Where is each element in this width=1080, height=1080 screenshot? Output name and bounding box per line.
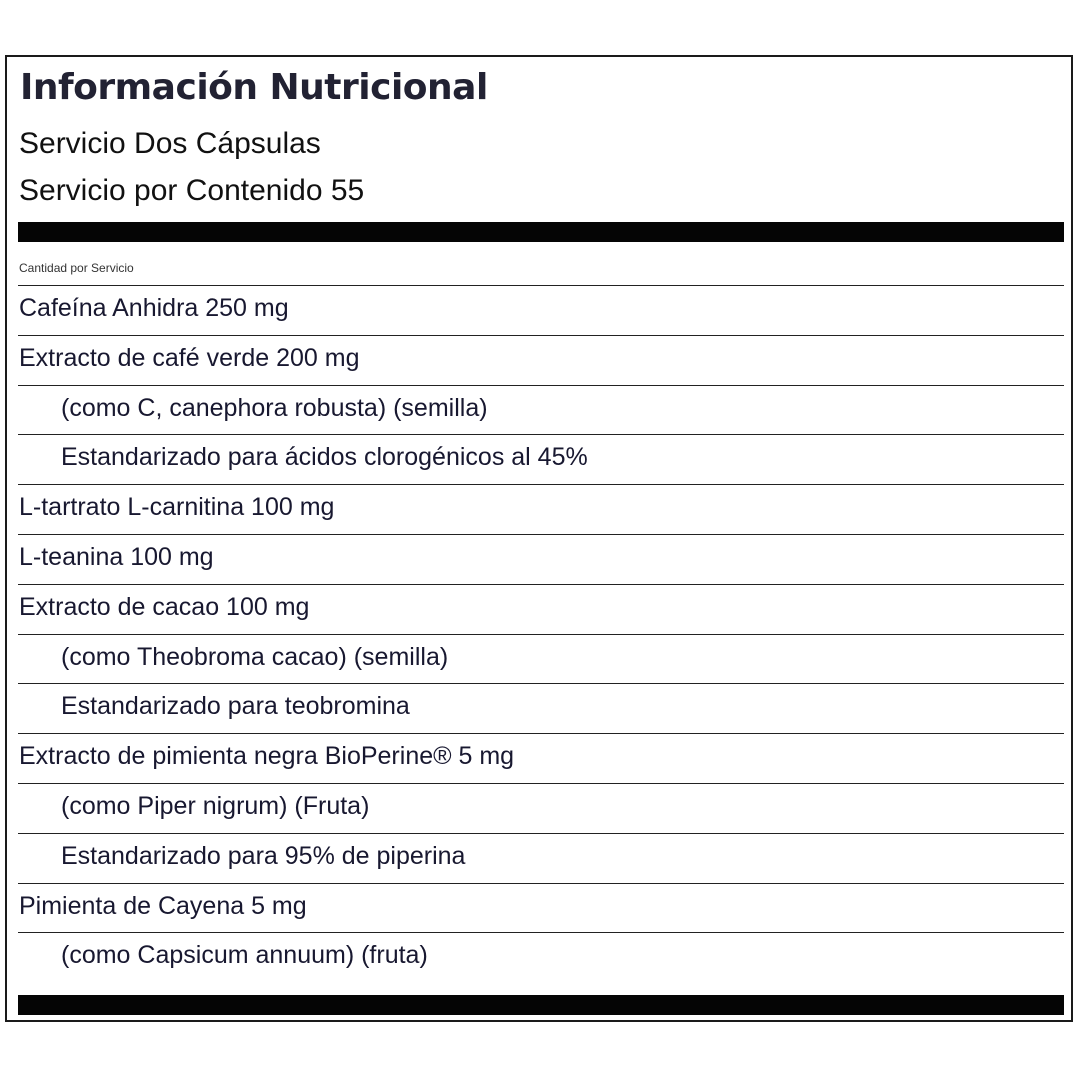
ingredient-name: L-teanina 100 mg — [19, 542, 214, 571]
ingredient-row — [18, 484, 1064, 534]
ingredient-name: L-tartrato L-carnitina 100 mg — [19, 493, 335, 522]
ingredient-detail: (como C, canephora robusta) (semilla) — [61, 393, 488, 422]
serving-size: Servicio Dos Cápsulas — [19, 127, 321, 160]
ingredient-name: Extracto de pimienta negra BioPerine® 5 mg — [19, 742, 515, 771]
nutrition-facts-panel — [5, 55, 1073, 1022]
bottom-divider-bar — [18, 995, 1064, 1015]
ingredient-row — [18, 833, 1064, 883]
ingredient-row — [18, 434, 1064, 484]
top-divider-bar — [18, 222, 1064, 242]
ingredient-row — [18, 932, 1064, 982]
label-title: Información Nutricional — [20, 67, 488, 108]
ingredient-row — [18, 733, 1064, 783]
ingredient-detail: Estandarizado para teobromina — [61, 692, 410, 721]
ingredient-row — [18, 385, 1064, 435]
ingredient-detail: (como Capsicum annuum) (fruta) — [61, 941, 428, 970]
ingredient-row — [18, 883, 1064, 933]
ingredient-row — [18, 534, 1064, 584]
ingredient-name: Cafeína Anhidra 250 mg — [19, 294, 289, 322]
ingredient-detail: Estandarizado para 95% de piperina — [61, 841, 466, 870]
ingredient-name: Pimienta de Cayena 5 mg — [19, 891, 307, 920]
ingredient-detail: (como Theobroma cacao) (semilla) — [61, 642, 449, 671]
ingredient-name: Extracto de café verde 200 mg — [19, 343, 360, 372]
ingredient-name: Extracto de cacao 100 mg — [19, 592, 310, 621]
ingredient-detail: (como Piper nigrum) (Fruta) — [61, 791, 370, 820]
ingredient-list — [18, 285, 1064, 982]
ingredient-row — [18, 584, 1064, 634]
ingredient-row — [18, 285, 1064, 335]
ingredient-row — [18, 783, 1064, 833]
amount-per-serving-header: Cantidad por Servicio — [19, 261, 134, 275]
ingredient-row — [18, 683, 1064, 733]
servings-per-container: Servicio por Contenido 55 — [19, 174, 365, 207]
ingredient-detail: Estandarizado para ácidos clorogénicos al 45% — [61, 443, 588, 472]
ingredient-row — [18, 335, 1064, 385]
ingredient-row — [18, 634, 1064, 684]
